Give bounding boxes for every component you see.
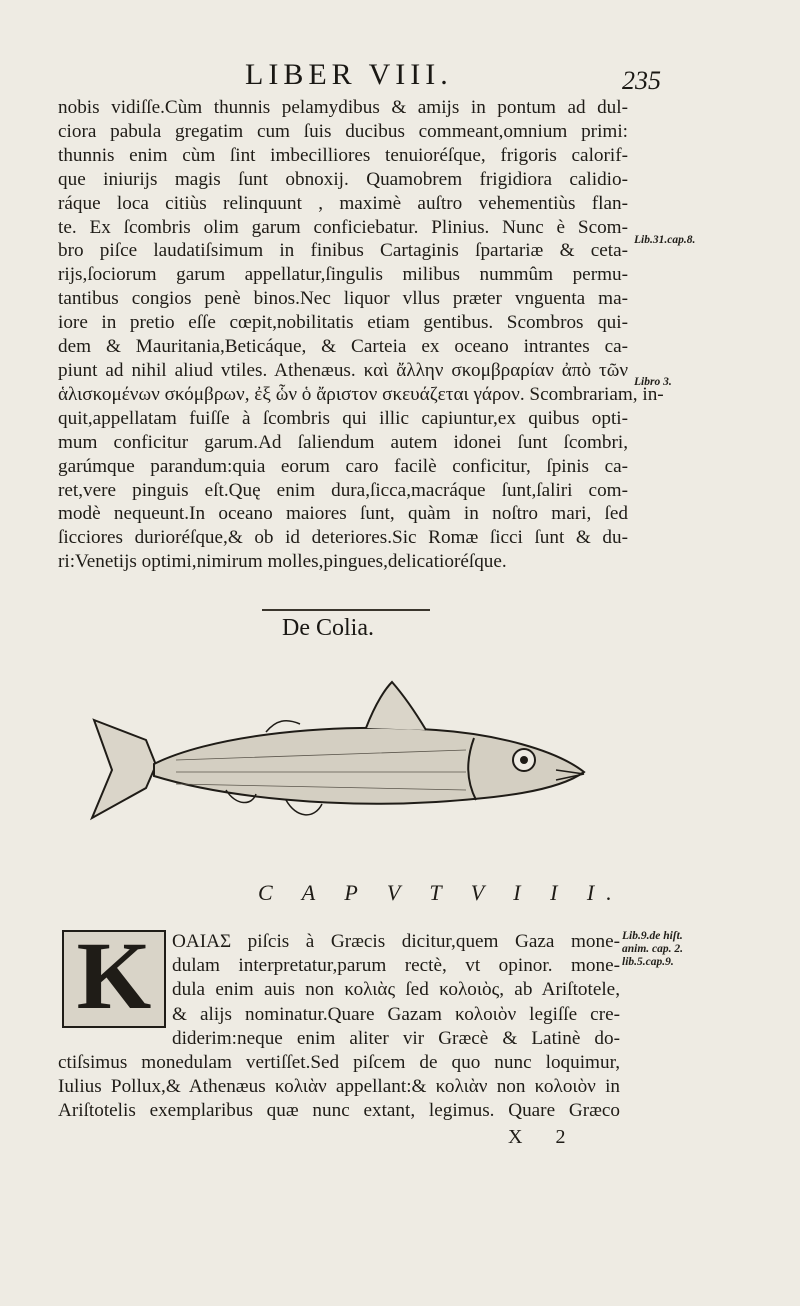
text-line: Ariſtotelis exemplaribus quæ nunc extant, legimus. Quare Græco: [58, 1100, 620, 1122]
text-line: ἁλισκομένων σκόμβρων, ἐξ ὧν ὁ ἄριστον σκευάζεται γάρον. Scombrariam, in-: [58, 383, 664, 405]
chapter-text-indented: [172, 930, 620, 1051]
section-title: De Colia.: [282, 615, 374, 641]
text-line: nobis vidiſſe.Cùm thunnis pelamydibus & amijs in pontum ad dul-: [58, 97, 628, 118]
text-line: ráque loca citiùs relinquunt , maximè auſtro vehementiùs flan-: [58, 192, 628, 214]
margin-note: Libro 3.: [634, 376, 672, 388]
running-head: LIBER VIII.: [245, 58, 453, 91]
page-number: 235: [622, 66, 661, 95]
initial-letter: K: [76, 922, 152, 1029]
text-line: bro piſce laudatiſsimum in finibus Cartaginis ſpartariæ & ceta-: [58, 240, 628, 262]
text-line: mum conficitur garum.Ad ſaliendum autem idonei ſunt ſcombri,: [58, 431, 628, 453]
margin-note: Lib.9.de hiſt. anim. cap. 2. lib.5.cap.9.: [622, 930, 684, 968]
chapter-text-full: [58, 1051, 620, 1124]
text-line: dulam interpretatur,parum rectè, vt opinor. mone-: [172, 955, 620, 977]
text-line: piunt ad nihil aliud vtiles. Athenæus. καὶ ἄλλην σκομβραρίαν ἀπὸ τῶν: [58, 359, 628, 381]
chapter-heading: C A P V T V I I I.: [258, 880, 624, 905]
text-line: garúmque parandum:quia eorum caro facilè conficitur, ſpinis ca-: [58, 455, 628, 477]
signature-mark: X 2: [508, 1126, 580, 1148]
text-line: iore in pretio eſſe cœpit,nobilitatis etiam gentibus. Scombros qui-: [58, 312, 628, 334]
text-line: ſicciores durioréſque,& ob id deteriores.Sic Romæ ſicci ſunt & du-: [58, 527, 628, 549]
text-line: te. Ex ſcombris olim garum conficiebatur. Plinius. Nunc è Scom-: [58, 216, 628, 238]
text-line: ri:Venetijs optimi,nimirum molles,pingues,delicatioréſque.: [58, 551, 507, 573]
text-line: tantibus congios penè binos.Nec liquor vllus præter vnguenta ma-: [58, 288, 628, 310]
text-line: ctiſsimus monedulam vertiſſet.Sed piſcem de quo nunc loquimur,: [58, 1052, 620, 1073]
section-rule: [262, 609, 430, 611]
decorated-initial: [62, 922, 166, 1029]
text-line: dula enim auis non κολιὰς ſed κολοιὸς, ab Ariſtotele,: [172, 979, 620, 1001]
text-line: diderim:neque enim aliter vir Græcè & Latinè do-: [172, 1027, 620, 1049]
text-line: OAIAΣ piſcis à Græcis dicitur,quem Gaza mone-: [172, 931, 620, 952]
text-line: dem & Mauritania,Beticáque, & Carteia ex oceano intrantes ca-: [58, 336, 628, 358]
fish-illustration: [86, 680, 586, 850]
text-line: quit,appellatam fuiſſe à ſcombris qui illic capiuntur,ex quibus opti-: [58, 407, 628, 429]
text-line: ciora pabula gregatim cum ſuis ducibus commeant,omnium primi:: [58, 120, 628, 142]
text-line: thunnis enim cùm ſint imbecilliores tenuioréſque, frigoris calorif-: [58, 144, 628, 166]
text-line: & alijs nominatur.Quare Gazam κολοιὸν legiſſe cre-: [172, 1003, 620, 1025]
text-line: rijs,ſociorum garum appellatur,ſingulis milibus nummûm permu-: [58, 264, 628, 286]
margin-note: Lib.31.cap.8.: [634, 234, 696, 246]
text-line: Iulius Pollux,& Athenæus κολιὰν appellant:& κολιὰν non κολοιὸν in: [58, 1076, 620, 1098]
text-line: que iniurijs magis ſunt obnoxij. Quamobrem frigidiora calidio-: [58, 168, 628, 190]
text-line: ret,vere pinguis eſt.Quę enim dura,ſicca,macráque ſunt,ſaliri com-: [58, 479, 628, 501]
text-line: modè nequeunt.In oceano maiores ſunt, quàm in noſtro mari, ſed: [58, 503, 628, 525]
